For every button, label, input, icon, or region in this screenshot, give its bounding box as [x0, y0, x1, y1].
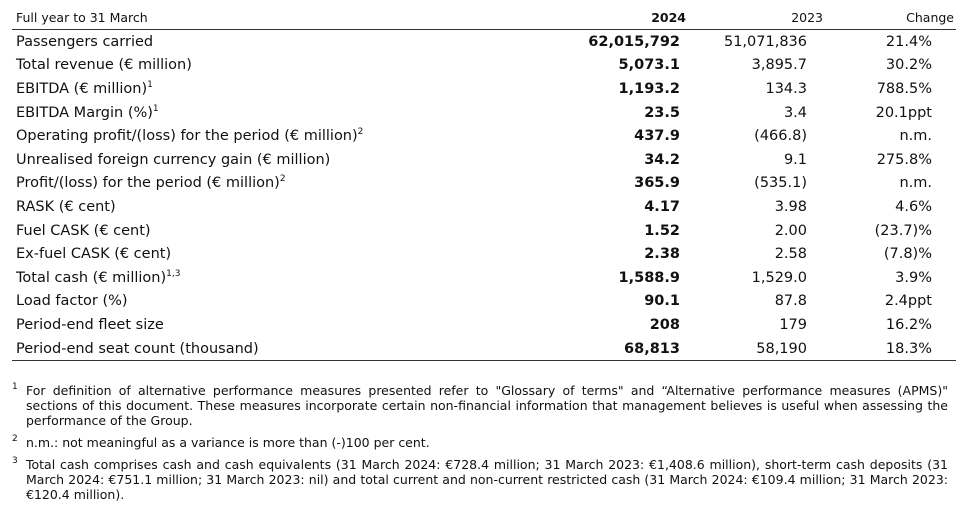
row-label: [12, 337, 552, 361]
table-header: [12, 6, 956, 30]
value-2024: 90.1: [644, 293, 680, 310]
table-row: [12, 124, 956, 148]
footnote-ref: 2: [357, 127, 364, 138]
row-label: [12, 77, 552, 101]
table-row: [12, 242, 956, 266]
footnote-ref: 2: [279, 174, 286, 185]
header-row: [12, 6, 956, 30]
row-label-text: Period-end fleet size: [16, 316, 164, 333]
row-label: [12, 101, 552, 125]
row-label: [12, 242, 552, 266]
row-label: [12, 172, 552, 196]
row-label: [12, 313, 552, 337]
value-2023: 2.58: [774, 246, 807, 263]
value-2023: 1,529.0: [751, 269, 807, 286]
row-label: [12, 148, 552, 172]
table-row: [12, 219, 956, 243]
value-2023: (466.8): [754, 128, 807, 145]
value-change: 275.8%: [876, 151, 932, 168]
value-2024: 62,015,792: [588, 33, 680, 50]
value-2023: 3,895.7: [751, 57, 807, 74]
row-label: [12, 266, 552, 290]
value-change: n.m.: [899, 175, 932, 192]
table-row: [12, 30, 956, 54]
footnote-ref: 1: [147, 79, 153, 90]
row-label-text: Total cash (€ million): [16, 269, 167, 286]
footnote: [12, 435, 948, 450]
value-2024: 23.5: [644, 104, 680, 121]
kpi-section: [12, 6, 956, 361]
table-row: [12, 337, 956, 361]
row-label-text: Period-end seat count (thousand): [16, 340, 259, 357]
table-row: [12, 54, 956, 78]
value-2024: 2.38: [644, 246, 680, 263]
value-2023: 179: [779, 316, 807, 333]
table-row: [12, 101, 956, 125]
footnote: [12, 457, 948, 502]
row-label-text: EBITDA (€ million): [16, 80, 148, 97]
row-label-text: EBITDA Margin (%): [16, 104, 153, 121]
col-header-2024: 2024: [552, 6, 688, 30]
row-label-text: Ex-fuel CASK (€ cent): [16, 246, 172, 263]
value-2023: 3.98: [774, 198, 807, 215]
period-label: Full year to 31 March: [12, 6, 552, 30]
value-change: 21.4%: [885, 33, 932, 50]
row-label-text: Profit/(loss) for the period (€ million): [16, 175, 280, 192]
row-label-text: Unrealised foreign currency gain (€ million): [16, 151, 331, 168]
value-2024: 1,588.9: [618, 269, 680, 286]
row-label-text: Load factor (%): [16, 293, 128, 310]
table-row: [12, 148, 956, 172]
value-2024: 68,813: [552, 337, 688, 361]
value-change: (23.7)%: [874, 222, 932, 239]
col-header-change: Change: [825, 6, 956, 30]
row-label: [12, 219, 552, 243]
row-label: [12, 54, 552, 78]
value-2024: 1,193.2: [618, 80, 680, 97]
value-change: 2.4ppt: [884, 293, 932, 310]
footnote-ref: 1: [152, 103, 159, 114]
value-2024: 34.2: [644, 151, 680, 168]
value-2023: 2.00: [774, 222, 807, 239]
value-2024: 1.52: [644, 222, 680, 239]
value-change: 20.1ppt: [875, 104, 932, 121]
value-change: 788.5%: [876, 80, 932, 97]
footnote: [12, 383, 948, 428]
value-change: (7.8)%: [883, 246, 932, 263]
footnote-mark: 1: [12, 382, 18, 392]
value-change: 30.2%: [885, 57, 932, 74]
value-change: 4.6%: [895, 198, 932, 215]
value-2023: (535.1): [754, 175, 807, 192]
value-2023: 87.8: [774, 293, 807, 310]
table-row: [12, 290, 956, 314]
row-label-text: Fuel CASK (€ cent): [16, 222, 151, 239]
row-label: [12, 195, 552, 219]
value-2024: 365.9: [634, 175, 680, 192]
value-2023: 9.1: [783, 151, 807, 168]
col-header-2023: 2023: [688, 6, 825, 30]
table-row: [12, 266, 956, 290]
footnotes: [12, 383, 948, 509]
footnote-mark: 3: [12, 456, 18, 466]
table-row: [12, 77, 956, 101]
table-row: [12, 313, 956, 337]
value-2023: 58,190: [688, 337, 825, 361]
table-body: [12, 30, 956, 361]
table-row: [12, 172, 956, 196]
value-2023: 134.3: [765, 80, 807, 97]
row-label-text: RASK (€ cent): [16, 198, 116, 215]
value-change: 18.3%: [825, 337, 956, 361]
footnote-text: For definition of alternative performance measures presented refer to "Glossary of terms" and “Alternative performance measures (APMS)" sections of this document. These measures incorporate certain non-financial information that management believes is useful when assessing the performance of the Group.: [26, 383, 948, 428]
row-label-text: Operating profit/(loss) for the period (€ million): [16, 128, 358, 145]
row-label-text: Passengers carried: [16, 33, 154, 50]
value-change: 16.2%: [885, 316, 932, 333]
value-2024: 208: [649, 316, 680, 333]
table-row: [12, 195, 956, 219]
value-2024: 437.9: [634, 128, 680, 145]
value-2024: 4.17: [644, 198, 680, 215]
footnote-text: n.m.: not meaningful as a variance is more than (-)100 per cent.: [26, 435, 430, 450]
kpi-table: [12, 6, 956, 361]
value-change: n.m.: [899, 128, 932, 145]
footnote-ref: 1,3: [166, 268, 181, 279]
footnote-text: Total cash comprises cash and cash equivalents (31 March 2024: €728.4 million; 31 March 2023: €1,408.6 million), short-term cash deposits (31 March 2024: €751.1 million; 31 March 2023: nil) and total current and non-current restricted cash (31 March 2024: €109.4 million; 31 March 2023: €120.4 million).: [26, 457, 948, 502]
row-label: [12, 30, 552, 54]
footnote-mark: 2: [12, 434, 18, 444]
row-label: [12, 124, 552, 148]
value-2023: 51,071,836: [723, 33, 807, 50]
row-label-text: Total revenue (€ million): [16, 57, 192, 74]
row-label: [12, 290, 552, 314]
value-2023: 3.4: [783, 104, 807, 121]
value-change: 3.9%: [895, 269, 932, 286]
value-2024: 5,073.1: [618, 57, 680, 74]
